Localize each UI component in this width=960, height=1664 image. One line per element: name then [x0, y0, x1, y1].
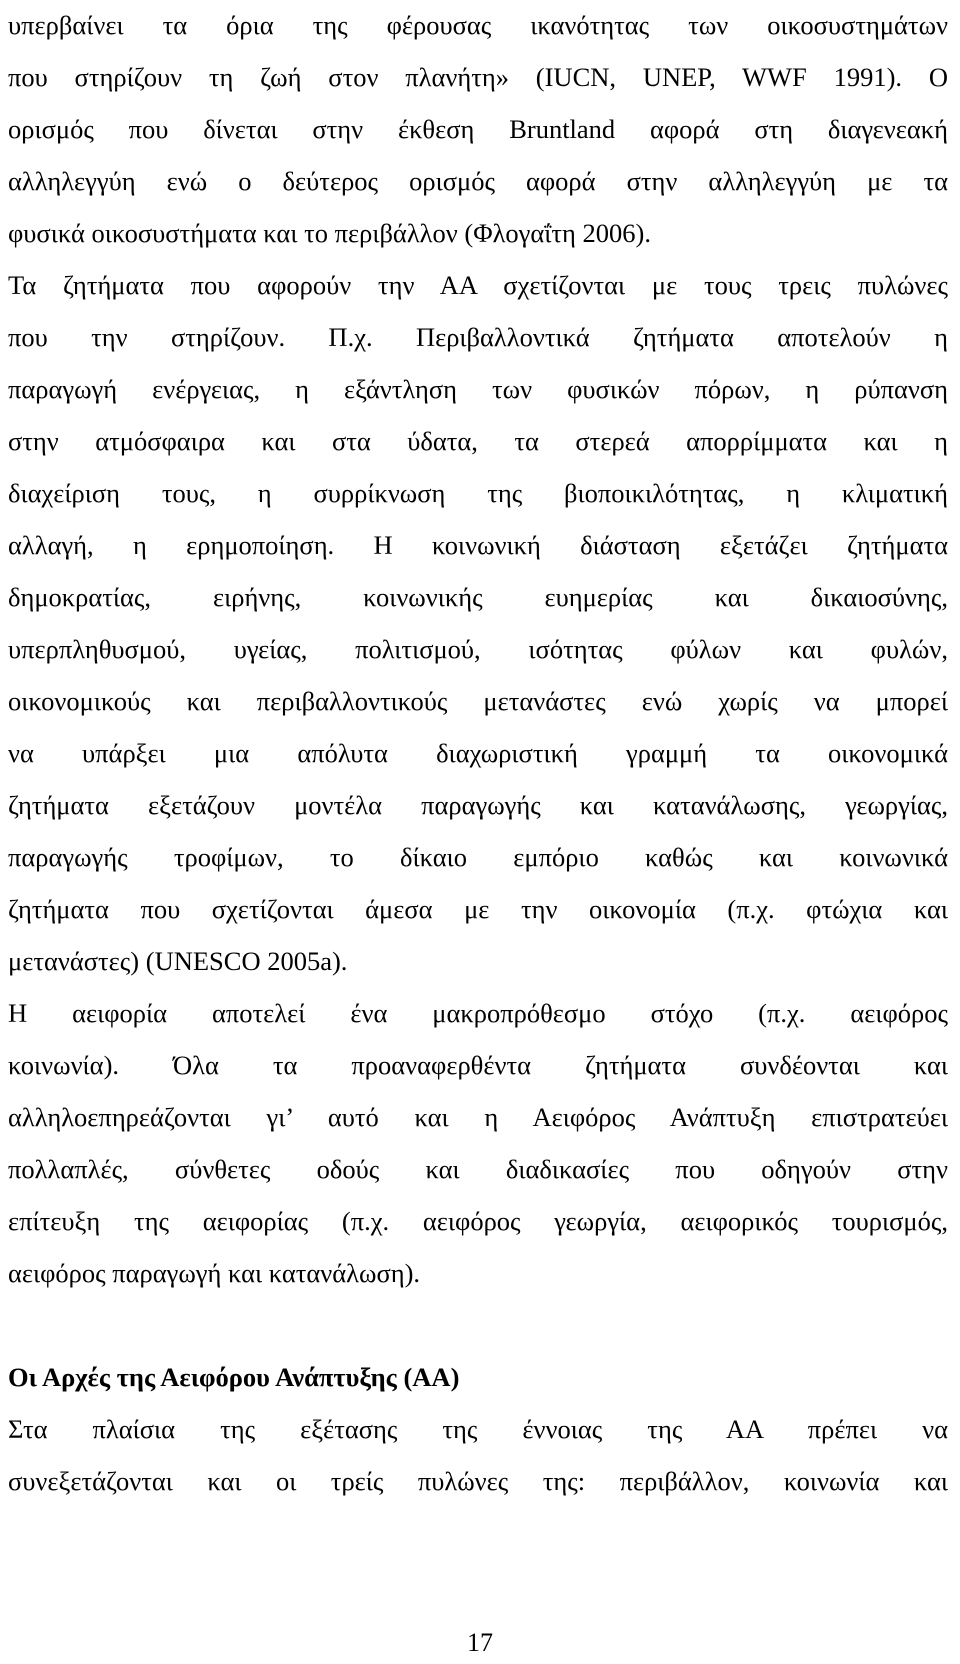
text-line: Στα πλαίσια της εξέτασης της έννοιας της ΑΑ πρέπει να — [8, 1414, 948, 1444]
text-line: αλλαγή, η ερημοποίηση. Η κοινωνική διάσταση εξετάζει ζητήματα — [8, 530, 948, 560]
text-line: μετανάστες) (UNESCO 2005a). — [8, 946, 348, 976]
text-line: αειφόρος παραγωγή και κατανάλωση). — [8, 1258, 421, 1288]
text-line: που στηρίζουν τη ζωή στον πλανήτη» (IUCN, UNEP, WWF 1991). Ο — [8, 62, 948, 92]
text-line: ζητήματα που σχετίζονται άμεσα με την οικονομία (π.χ. φτώχια και — [8, 894, 948, 924]
text-line: αλληλοεπηρεάζονται γι’ αυτό και η Αειφόρος Ανάπτυξη επιστρατεύει — [8, 1102, 948, 1132]
text-line: που την στηρίζουν. Π.χ. Περιβαλλοντικά ζητήματα αποτελούν η — [8, 322, 948, 352]
text-line: Τα ζητήματα που αφορούν την ΑΑ σχετίζονται με τους τρεις πυλώνες — [8, 270, 948, 300]
section-heading: Οι Αρχές της Αειφόρου Ανάπτυξης (ΑΑ) — [8, 1362, 460, 1392]
text-line: στην ατμόσφαιρα και στα ύδατα, τα στερεά απορρίμματα και η — [8, 426, 948, 456]
text-line: πολλαπλές, σύνθετες οδούς και διαδικασίες που οδηγούν στην — [8, 1154, 948, 1184]
text-line: κοινωνία). Όλα τα προαναφερθέντα ζητήματα συνδέονται και — [8, 1050, 948, 1080]
text-line: αλληλεγγύη ενώ ο δεύτερος ορισμός αφορά στην αλληλεγγύη με τα — [8, 166, 948, 196]
text-line: φυσικά οικοσυστήματα και το περιβάλλον (Φλογαΐτη 2006). — [8, 218, 651, 248]
text-line: ορισμός που δίνεται στην έκθεση Bruntland αφορά στη διαγενεακή — [8, 114, 948, 144]
page-number: 17 — [467, 1628, 493, 1657]
text-line: οικονομικούς και περιβαλλοντικούς μετανάστες ενώ χωρίς να μπορεί — [8, 686, 948, 716]
text-line: Η αειφορία αποτελεί ένα μακροπρόθεσμο στόχο (π.χ. αειφόρος — [8, 998, 948, 1028]
text-line: παραγωγή ενέργειας, η εξάντληση των φυσικών πόρων, η ρύπανση — [8, 374, 948, 404]
text-line: να υπάρξει μια απόλυτα διαχωριστική γραμμή τα οικονομικά — [8, 738, 948, 768]
text-line: διαχείριση τους, η συρρίκνωση της βιοποικιλότητας, η κλιματική — [8, 478, 948, 508]
text-line: επίτευξη της αειφορίας (π.χ. αειφόρος γεωργία, αειφορικός τουρισμός, — [8, 1206, 948, 1236]
text-line: υπερβαίνει τα όρια της φέρουσας ικανότητας των οικοσυστημάτων — [8, 10, 948, 40]
text-line: δημοκρατίας, ειρήνης, κοινωνικής ευημερίας και δικαιοσύνης, — [8, 582, 948, 612]
text-line: υπερπληθυσμού, υγείας, πολιτισμού, ισότητας φύλων και φυλών, — [8, 634, 948, 664]
text-line: ζητήματα εξετάζουν μοντέλα παραγωγής και κατανάλωσης, γεωργίας, — [8, 790, 948, 820]
text-line: παραγωγής τροφίμων, το δίκαιο εμπόριο καθώς και κοινωνικά — [8, 842, 948, 872]
text-line: συνεξετάζονται και οι τρείς πυλώνες της: περιβάλλον, κοινωνία και — [8, 1466, 948, 1496]
